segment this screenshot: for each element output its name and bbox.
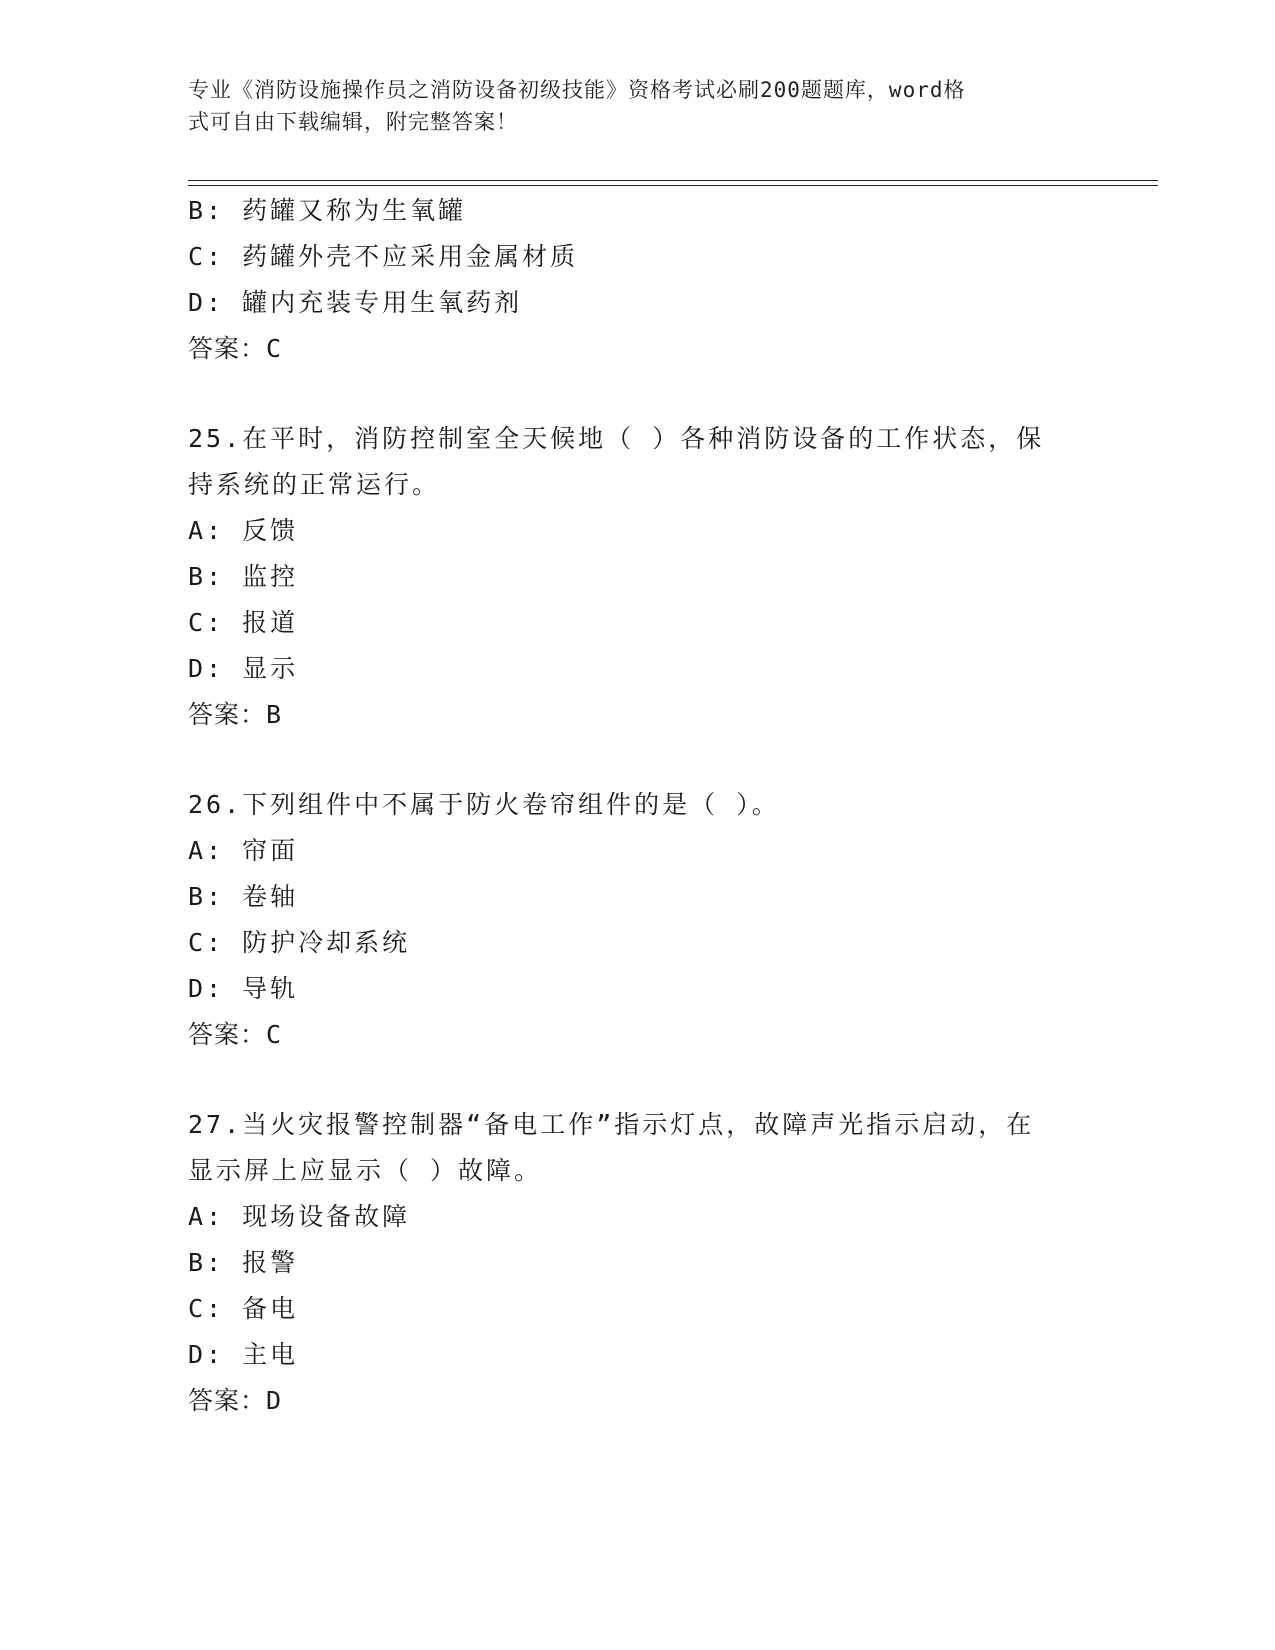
option-c: C: 防护冷却系统	[188, 928, 411, 957]
option-c: C: 药罐外壳不应采用金属材质	[188, 242, 579, 271]
header-line-2: 式可自由下载编辑，附完整答案！	[188, 110, 518, 134]
option-b: B: 药罐又称为生氧罐	[188, 196, 467, 225]
option-a: A: 现场设备故障	[188, 1202, 411, 1231]
question-26	[188, 782, 1088, 1058]
answer: 答案：C	[188, 1020, 283, 1049]
question-27	[188, 1102, 1088, 1424]
spacer	[188, 1058, 1088, 1102]
question-stem-line: 持系统的正常运行。	[188, 470, 441, 499]
question-25	[188, 416, 1088, 738]
option-a: A: 反馈	[188, 516, 299, 545]
header-rule-top	[188, 180, 1158, 181]
answer: 答案：B	[188, 700, 283, 729]
answer: 答案：C	[188, 334, 283, 363]
question-stem-line: 26.下列组件中不属于防火卷帘组件的是（ ）。	[188, 790, 780, 819]
option-d: D: 罐内充装专用生氧药剂	[188, 288, 523, 317]
question-stem-line: 显示屏上应显示（ ）故障。	[188, 1156, 543, 1185]
document-header	[188, 74, 1088, 138]
option-b: B: 卷轴	[188, 882, 299, 911]
option-d: D: 主电	[188, 1340, 299, 1369]
spacer	[188, 738, 1088, 782]
header-rule-bottom	[188, 185, 1158, 186]
question-stem-line: 25.在平时，消防控制室全天候地（ ）各种消防设备的工作状态，保	[188, 424, 1045, 453]
question-24-partial	[188, 188, 1088, 372]
question-stem-line: 27.当火灾报警控制器“备电工作”指示灯点，故障声光指示启动，在	[188, 1110, 1035, 1139]
option-a: A: 帘面	[188, 836, 299, 865]
option-b: B: 报警	[188, 1248, 299, 1277]
header-line-1: 专业《消防设施操作员之消防设备初级技能》资格考试必刷200题题库，word格	[188, 78, 966, 102]
answer: 答案：D	[188, 1386, 283, 1415]
option-d: D: 导轨	[188, 974, 299, 1003]
option-c: C: 备电	[188, 1294, 299, 1323]
question-list	[188, 188, 1088, 1424]
spacer	[188, 372, 1088, 416]
option-d: D: 显示	[188, 654, 299, 683]
option-c: C: 报道	[188, 608, 299, 637]
option-b: B: 监控	[188, 562, 299, 591]
